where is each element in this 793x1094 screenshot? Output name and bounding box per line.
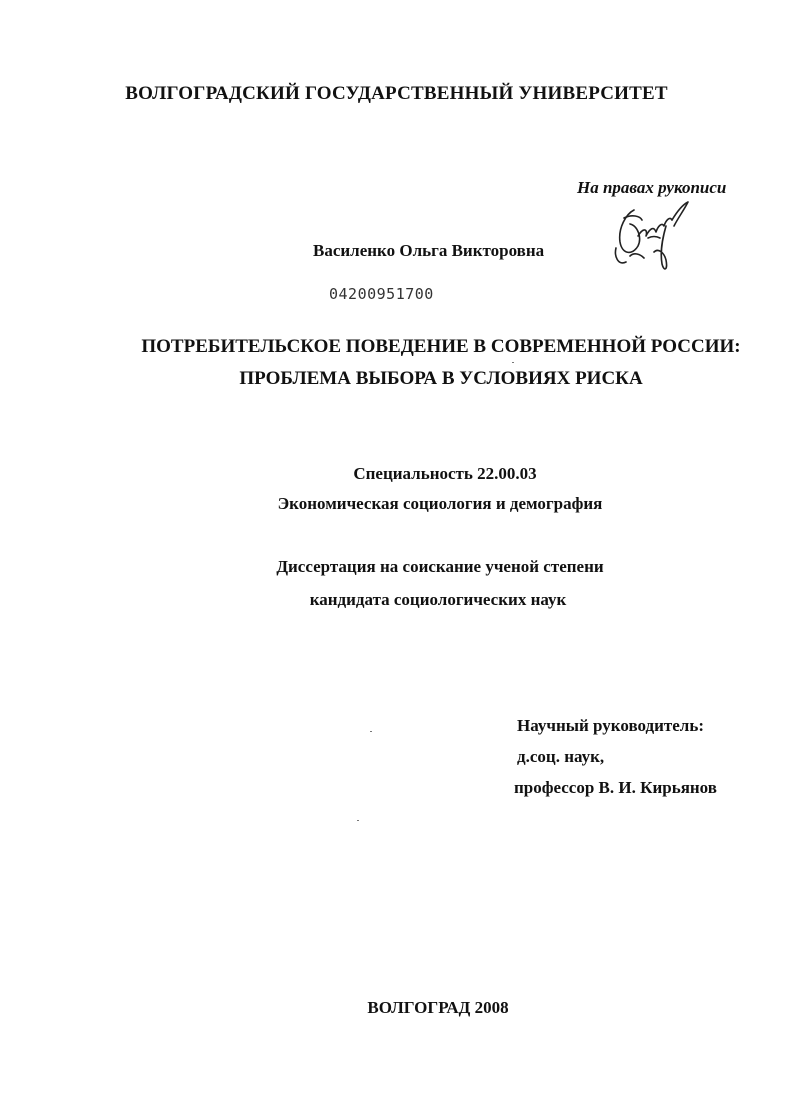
registration-code: 04200951700	[329, 285, 434, 303]
dissertation-title-line-1: ПОТРЕБИТЕЛЬСКОЕ ПОВЕДЕНИЕ В СОВРЕМЕННОЙ РОССИИ:	[141, 336, 741, 357]
handwritten-signature-icon	[604, 196, 694, 278]
degree-line-1: Диссертация на соискание ученой степени	[276, 557, 604, 576]
supervisor-label: Научный руководитель:	[517, 716, 704, 735]
scan-speck	[357, 820, 359, 821]
university-name: ВОЛГОГРАДСКИЙ ГОСУДАРСТВЕННЫЙ УНИВЕРСИТЕТ	[125, 83, 668, 104]
specialty-code: Специальность 22.00.03	[353, 464, 537, 483]
dissertation-title-line-2: ПРОБЛЕМА ВЫБОРА В УСЛОВИЯХ РИСКА	[239, 368, 643, 389]
city-year: ВОЛГОГРАД 2008	[367, 998, 509, 1017]
manuscript-note: На правах рукописи	[577, 178, 727, 197]
supervisor-degree: д.соц. наук,	[517, 747, 605, 766]
author-name: Василенко Ольга Викторовна	[313, 241, 545, 260]
degree-line-2: кандидата социологических наук	[309, 590, 567, 609]
scan-speck	[370, 731, 372, 732]
supervisor-name: профессор В. И. Кирьянов	[514, 778, 717, 797]
scan-speck	[512, 362, 514, 363]
specialty-name: Экономическая социология и демография	[277, 494, 603, 513]
